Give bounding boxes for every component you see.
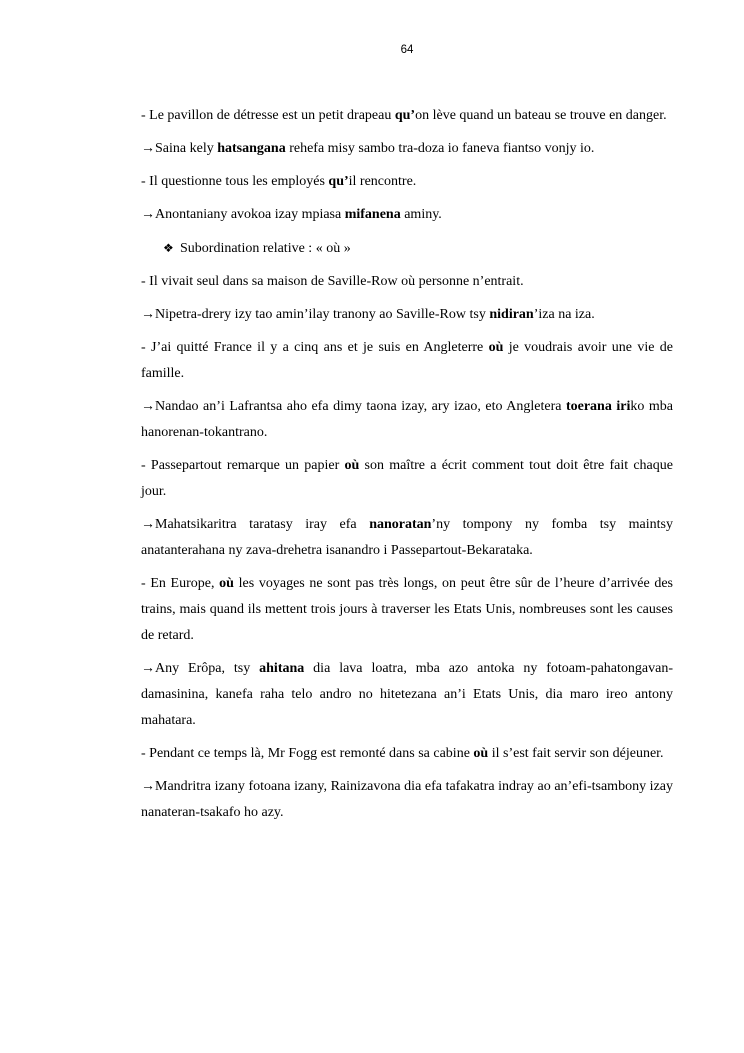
bold-term: qu’	[328, 174, 349, 189]
paragraph-pendant-ce-temps	[141, 741, 673, 774]
text-run: aminy.	[400, 207, 442, 222]
text-run: ’iza na iza.	[533, 307, 595, 322]
text-run: →Mahatsikaritra taratasy iray efa	[141, 517, 370, 532]
bold-term: où	[473, 746, 489, 761]
section-heading-subordination	[141, 235, 673, 269]
text-run: - En Europe,	[141, 576, 220, 591]
text-run: - J’ai quitté France il y a cinq ans et je suis en Angleterre	[141, 340, 489, 355]
text-run: on lève quand un bateau se trouve en danger.	[415, 108, 667, 123]
text-run: rehefa misy sambo tra-doza io faneva fiantso vonjy io.	[285, 141, 595, 156]
paragraph-questionne	[141, 169, 673, 202]
text-run: - Pendant ce temps là, Mr Fogg est remonté dans sa cabine	[141, 746, 474, 761]
bold-term: nanoratan	[369, 517, 432, 532]
page-number: 64	[400, 44, 414, 56]
section-heading-label: Subordination relative : « où »	[180, 241, 351, 256]
text-run: - Le pavillon de détresse est un petit drapeau	[141, 108, 395, 123]
bold-term: ahitana	[259, 661, 305, 676]
bold-term: mifanena	[344, 207, 401, 222]
text-run: - Il vivait seul dans sa maison de Saville-Row où personne n’entrait.	[141, 274, 524, 289]
text-run: →Any Erôpa, tsy	[141, 661, 260, 676]
text-run: →Anontaniany avokoa izay mpiasa	[141, 207, 345, 222]
diamond-bullet-icon: ❖	[163, 241, 174, 255]
bold-term: nidiran	[489, 307, 534, 322]
text-run: →Saina kely	[141, 141, 218, 156]
text-run: - Il questionne tous les employés	[141, 174, 329, 189]
bold-term: où	[344, 458, 360, 473]
paragraph-vivait-seul	[141, 269, 673, 302]
paragraph-quitte-france	[141, 335, 673, 394]
text-run: →Nipetra-drery izy tao amin’ilay tranony ao Saville-Row tsy	[141, 307, 490, 322]
paragraph-mahatsikaritra	[141, 512, 673, 571]
bold-term: où	[488, 340, 504, 355]
paragraph-passepartout	[141, 453, 673, 512]
paragraph-any-eropa	[141, 656, 673, 741]
paragraph-mandritra	[141, 774, 673, 833]
text-run: il s’est fait servir son déjeuner.	[488, 746, 664, 761]
paragraph-pavillon	[141, 103, 673, 136]
bold-term: où	[219, 576, 234, 591]
text-run: ’ny tompony ny fomba tsy maintsy anatanterahana ny zava-drehetra isanandro i Passepartout-Bekarataka.	[141, 517, 673, 558]
text-run: - Passepartout remarque un papier	[141, 458, 345, 473]
text-run: →Nandao an’i Lafrantsa aho efa dimy taona izay, ary izao, eto Angletera	[141, 399, 566, 414]
paragraph-en-europe	[141, 571, 673, 656]
document-body	[141, 103, 673, 833]
text-run: dia lava loatra, mba azo antoka ny fotoam-pahatongavan-damasinina, kanefa raha telo andro no hitetezana an’i Etats Unis, dia maro ireo antony mahatara.	[141, 661, 673, 728]
paragraph-nipetra-drery	[141, 302, 673, 335]
bold-term: toerana iri	[565, 399, 631, 414]
bold-term: qu’	[394, 108, 416, 123]
text-run: son maître a écrit comment tout doit être fait chaque jour.	[141, 458, 673, 499]
paragraph-anontaniany	[141, 202, 673, 235]
paragraph-saina-kely	[141, 136, 673, 169]
paragraph-nandao	[141, 394, 673, 453]
bold-term: hatsangana	[217, 141, 286, 156]
text-run: il rencontre.	[348, 174, 417, 189]
text-run: →Mandritra izany fotoana izany, Rainizavona dia efa tafakatra indray ao an’efi-tsambony izay nanateran-tsakafo ho azy.	[141, 779, 673, 820]
text-run: ko mba hanorenan-tokantrano.	[141, 399, 674, 440]
text-run: les voyages ne sont pas très longs, on peut être sûr de l’heure d’arrivée des trains, mais quand ils mettent trois jours à traverser les Etats Unis, nombreuses sont les causes de retard.	[141, 576, 673, 643]
text-run: je voudrais avoir une vie de famille.	[141, 340, 673, 381]
